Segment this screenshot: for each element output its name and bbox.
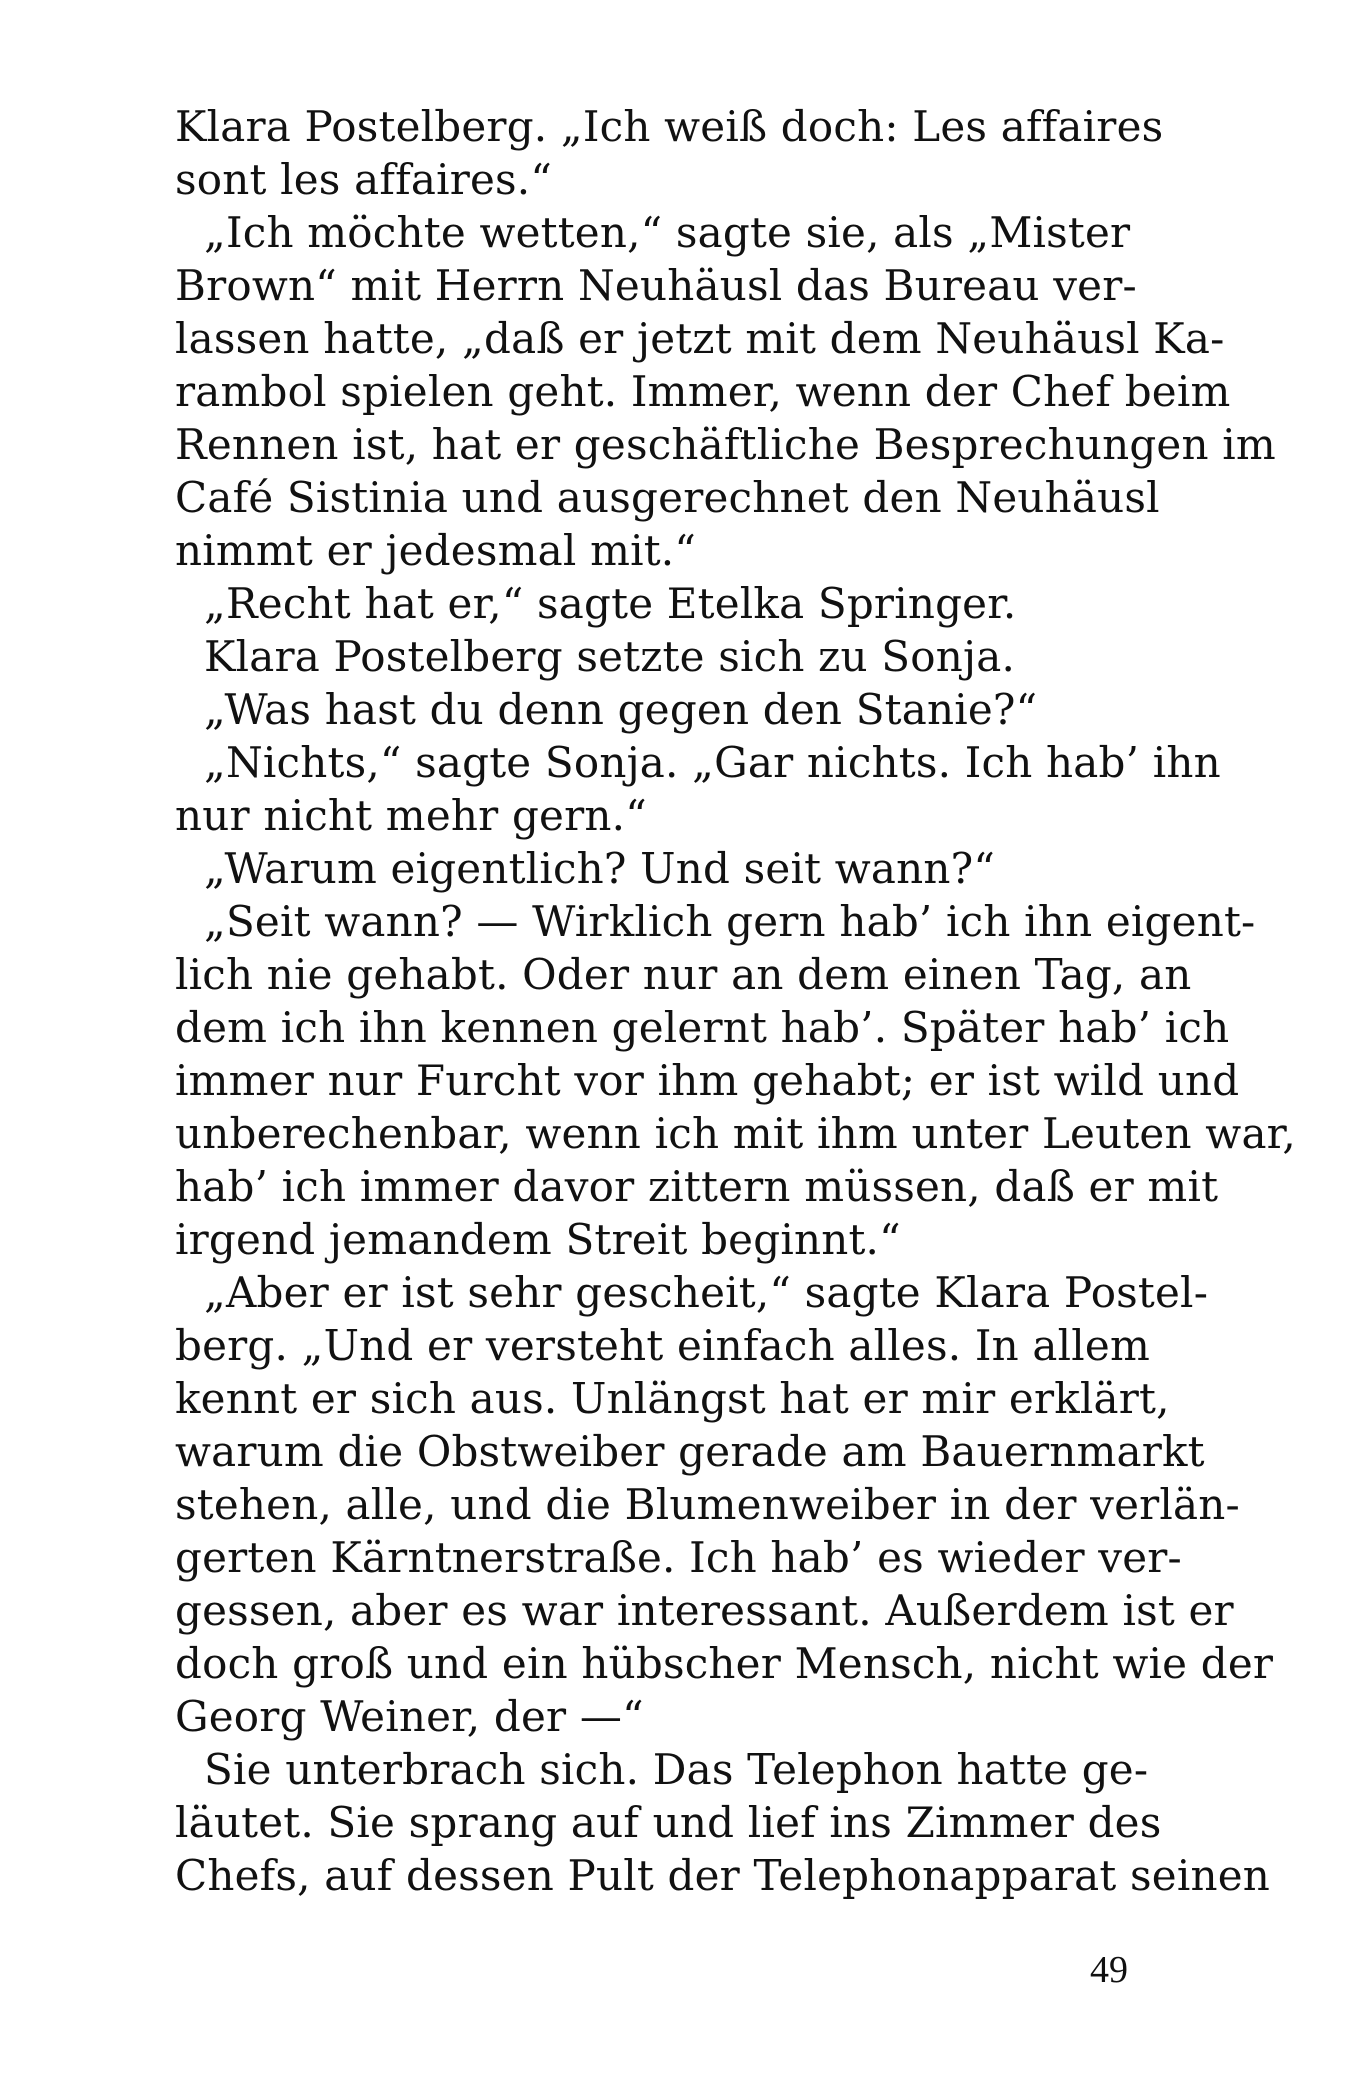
- text-line: irgend jemandem Streit beginnt.“: [175, 1215, 901, 1264]
- text-line: läutet. Sie sprang auf und lief ins Zimmer des: [175, 1798, 1162, 1847]
- text-line: „Nichts,“ sagte Sonja. „Gar nichts. Ich hab’ ihn: [204, 738, 1221, 787]
- text-line: rambol spielen geht. Immer, wenn der Chef beim: [175, 367, 1231, 416]
- text-line: „Was hast du denn gegen den Stanie?“: [204, 685, 1038, 734]
- text-line: lich nie gehabt. Oder nur an dem einen Tag, an: [175, 950, 1192, 999]
- text-line: Brown“ mit Herrn Neuhäusl das Bureau ver-: [175, 261, 1137, 310]
- text-line: sont les affaires.“: [175, 155, 553, 204]
- text-line: immer nur Furcht vor ihm gehabt; er ist wild und: [175, 1056, 1240, 1105]
- text-line: Georg Weiner, der —“: [175, 1692, 644, 1741]
- text-line: Sie unterbrach sich. Das Telephon hatte ge-: [204, 1745, 1149, 1794]
- text-line: nimmt er jedesmal mit.“: [175, 526, 697, 575]
- text-line: gerten Kärntnerstraße. Ich hab’ es wieder ver-: [175, 1533, 1182, 1582]
- text-line: nur nicht mehr gern.“: [175, 791, 647, 840]
- page-number: 49: [1090, 1949, 1128, 1991]
- text-line: „Ich möchte wetten,“ sagte sie, als „Mister: [204, 208, 1131, 257]
- text-line: doch groß und ein hübscher Mensch, nicht wie der: [175, 1639, 1274, 1688]
- text-line: „Warum eigentlich? Und seit wann?“: [204, 844, 996, 893]
- text-line: kennt er sich aus. Unlängst hat er mir erklärt,: [175, 1374, 1170, 1423]
- text-line: berg. „Und er versteht einfach alles. In allem: [175, 1321, 1150, 1370]
- text-line: Klara Postelberg. „Ich weiß doch: Les affaires: [175, 102, 1164, 151]
- text-line: hab’ ich immer davor zittern müssen, daß er mit: [175, 1162, 1219, 1211]
- text-line: lassen hatte, „daß er jetzt mit dem Neuhäusl Ka-: [175, 314, 1225, 363]
- text-line: „Aber er ist sehr gescheit,“ sagte Klara Postel-: [204, 1268, 1209, 1317]
- text-line: Chefs, auf dessen Pult der Telephonapparat seinen: [175, 1851, 1271, 1900]
- text-line: Klara Postelberg setzte sich zu Sonja.: [204, 632, 1015, 681]
- text-line: gessen, aber es war interessant. Außerdem ist er: [175, 1586, 1234, 1635]
- text-line: stehen, alle, und die Blumenweiber in der verlän-: [175, 1480, 1240, 1529]
- text-line: Rennen ist, hat er geschäftliche Besprechungen im: [175, 420, 1276, 469]
- text-line: dem ich ihn kennen gelernt hab’. Später hab’ ich: [175, 1003, 1230, 1052]
- text-line: unberechenbar, wenn ich mit ihm unter Leuten war,: [175, 1109, 1296, 1158]
- text-line: warum die Obstweiber gerade am Bauernmarkt: [175, 1427, 1205, 1476]
- text-line: „Seit wann? — Wirklich gern hab’ ich ihn eigent-: [204, 897, 1256, 946]
- text-line: „Recht hat er,“ sagte Etelka Springer.: [204, 579, 1017, 628]
- text-line: Café Sistinia und ausgerechnet den Neuhäusl: [175, 473, 1160, 522]
